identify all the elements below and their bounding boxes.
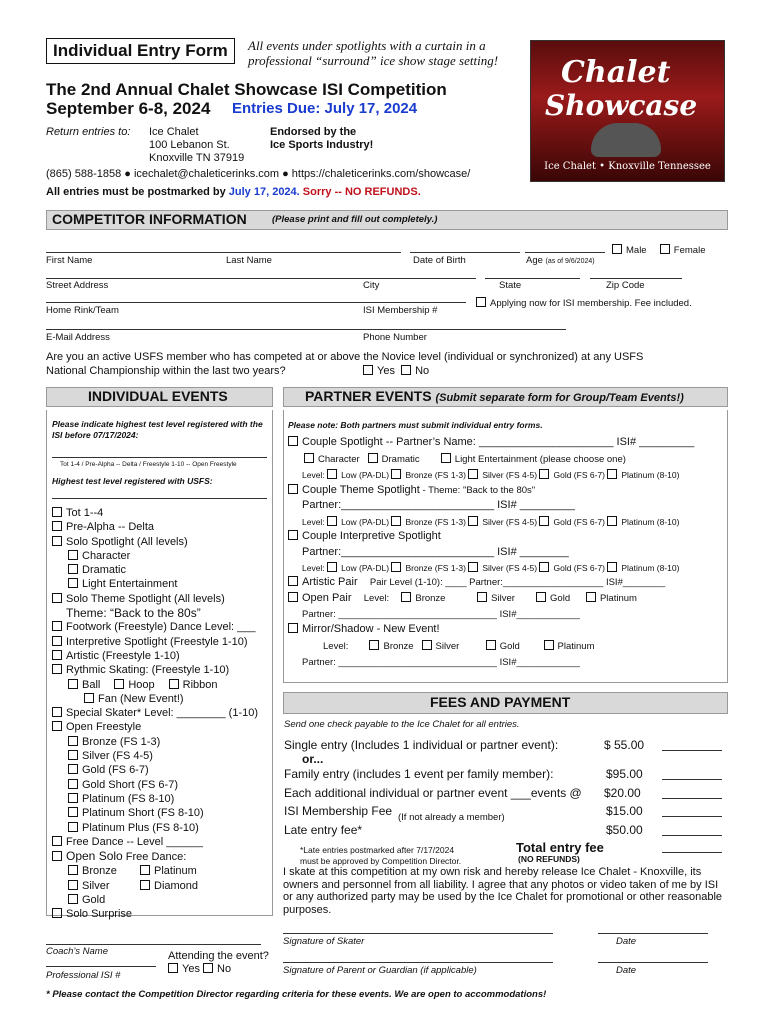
logo-line-2: Showcase [545,89,698,122]
fan-option: Fan (New Event!) [52,692,258,706]
mir-gold-checkbox[interactable] [486,640,496,650]
usfs-level-label: Highest test level registered with USFS: [52,476,213,486]
attend-yes-checkbox[interactable] [168,963,178,973]
level-checkbox[interactable] [539,516,549,526]
individual-events-list [52,506,258,922]
op-gold-checkbox[interactable] [536,592,546,602]
event-checkbox[interactable] [52,721,62,731]
fee-label-single: Single entry (Includes 1 individual or partner event): [284,738,559,752]
parent-date-label: Date [616,965,637,976]
usfs-question-1: Are you an active USFS member who has competed at or above the Novice level (individual or synchronized) at any USFS [46,351,644,363]
couple-theme-level: Level: Low (PA-DL) Bronze (FS 1-3) Silver (FS 4-5) Gold (FS 6-7) Platinum (8-10) [302,517,680,527]
first-name-label: First Name [46,255,93,266]
state-label: State [499,280,522,291]
fee-blank-late[interactable] [662,835,722,836]
event-checkbox[interactable] [68,550,78,560]
couple-spotlight: Couple Spotlight -- Partner’s Name: ______________________ ISI# _________ [288,436,694,448]
event-checkbox[interactable] [52,536,62,546]
usfs-question-2: National Championship within the last two years? [46,365,286,377]
individual-event-item: Artistic (Freestyle 1-10) [52,649,258,663]
op-bronze-checkbox[interactable] [401,592,411,602]
open-solo-options: Silver Diamond [52,879,258,893]
event-checkbox[interactable] [68,764,78,774]
individual-event-item: Character [52,549,258,563]
couple-spotlight-types: Character Dramatic Light Entertainment (please choose one) [304,453,626,465]
event-checkbox[interactable] [68,564,78,574]
gender-options: Male Female [612,244,705,256]
rythmic-checkbox[interactable] [169,679,179,689]
rythmic-checkbox[interactable] [68,679,78,689]
individual-event-item: Dramatic [52,563,258,577]
street-line[interactable] [46,278,476,279]
individual-event-item: Solo Theme Spotlight (All levels) [52,592,258,606]
name-line[interactable] [46,252,401,253]
partner-note: Please note: Both partners must submit individual entry forms. [288,420,543,430]
event-checkbox[interactable] [52,707,62,717]
state-line[interactable] [485,278,580,279]
couple-theme: Couple Theme Spotlight - Theme: "Back to the 80s" [288,484,535,496]
open-solo-level-checkbox[interactable] [68,865,78,875]
individual-event-item: Platinum Plus (FS 8-10) [52,821,258,835]
event-checkbox[interactable] [52,507,62,517]
skater-sig-label: Signature of Skater [283,936,365,947]
parent-sig-label: Signature of Parent or Guardian (if applicable) [283,965,477,976]
isi-label: ISI Membership # [363,305,438,316]
light-ent-checkbox[interactable] [441,453,451,463]
applying-checkbox[interactable] [476,297,486,307]
event-checkbox[interactable] [52,650,62,660]
female-checkbox[interactable] [660,244,670,254]
logo-caption: Ice Chalet • Knoxville Tennessee [544,161,711,172]
individual-event-item: Gold (FS 6-7) [52,763,258,777]
fee-blank-isi[interactable] [662,816,722,817]
male-checkbox[interactable] [612,244,622,254]
fee-label-late: Late entry fee* [284,823,363,837]
email-line[interactable] [46,329,566,330]
artistic-pair: Artistic Pair Pair Level (1-10): ____ Partner:___________________ ISI#________ [288,576,665,588]
mir-silver-checkbox[interactable] [422,640,432,650]
event-checkbox[interactable] [68,779,78,789]
character-checkbox[interactable] [304,453,314,463]
fee-label-family: Family entry (includes 1 event per family member): [284,767,554,781]
age-label: Age (as of 9/6/2024) [526,255,595,266]
masks-icon [591,123,661,157]
fee-price-late: $50.00 [606,823,643,837]
street-label: Street Address [46,280,109,291]
event-checkbox[interactable] [68,807,78,817]
postmark-line: All entries must be postmarked by July 17, 2024. Sorry -- NO REFUNDS. [46,186,421,198]
mir-bronze-checkbox[interactable] [369,640,379,650]
rink-label: Home Rink/Team [46,305,119,316]
fee-or: or... [302,752,324,766]
fee-price-single: $ 55.00 [604,738,645,752]
open-solo: Open Solo Free Dance: [52,849,258,864]
open-solo-level-checkbox[interactable] [68,880,78,890]
partner-heading: PARTNER EVENTS (Submit separate form for Group/Team Events!) [305,388,684,404]
individual-event-item: Interpretive Spotlight (Freestyle 1-10) [52,635,258,649]
logo-line-1: Chalet [561,55,671,90]
couple-spotlight-level: Level: Low (PA-DL) Bronze (FS 1-3) Silver (FS 4-5) Gold (FS 6-7) Platinum (8-10) [302,470,680,480]
endorsement: Endorsed by the Ice Sports Industry! [270,126,374,151]
op-platinum-checkbox[interactable] [586,592,596,602]
level-checkbox[interactable] [327,562,337,572]
theme-label: Theme: “Back to the 80s” [66,606,201,621]
coach-label: Coach's Name [46,946,109,957]
zip-line[interactable] [590,278,682,279]
form-label: Individual Entry Form [46,38,235,64]
individual-event-item: Platinum Short (FS 8-10) [52,806,258,820]
no-checkbox[interactable] [401,365,411,375]
couple-interpretive: Couple Interpretive Spotlight [288,530,441,542]
event-checkbox[interactable] [68,750,78,760]
attending-label: Attending the event? [168,950,269,962]
op-silver-checkbox[interactable] [477,592,487,602]
level-checkbox[interactable] [607,516,617,526]
fee-price-additional: $20.00 [604,786,641,800]
individual-event-item: Bronze (FS 1-3) [52,735,258,749]
event-checkbox[interactable] [52,521,62,531]
last-name-label: Last Name [226,255,272,266]
open-solo-options: Gold [52,893,258,907]
individual-event-item: Silver (FS 4-5) [52,749,258,763]
dob-line[interactable] [410,252,520,253]
applying-now: Applying now for ISI membership. Fee included. [476,297,692,309]
individual-event-item: Rythmic Skating: (Freestyle 1-10) [52,663,258,677]
age-line[interactable] [525,252,605,253]
entries-due: Entries Due: July 17, 2024 [232,100,418,117]
fees-note: Send one check payable to the Ice Chalet for all entries. [284,719,520,730]
event-checkbox[interactable] [68,736,78,746]
couple-interpretive-checkbox[interactable] [288,530,298,540]
open-solo-level-checkbox[interactable] [68,894,78,904]
individual-event-item: Special Skater* Level: ________ (1-10) [52,706,258,720]
fees-heading: FEES AND PAYMENT [430,694,571,710]
open-solo-options: Bronze Platinum [52,864,258,878]
waiver-text: I skate at this competition at my own risk and hereby release Ice Chalet - Knoxville, its owners and personnel from all liability. I agree that any photos or video taken of me by ISI or any authorized party may be used by the Ice Chalet for promotional or other reasonable purposes. [283,866,723,916]
mirror-shadow: Mirror/Shadow - New Event! [288,623,440,635]
fee-blank-family[interactable] [662,779,722,780]
open-pair-checkbox[interactable] [288,592,298,602]
skater-date-line[interactable] [598,933,708,934]
return-address: Ice Chalet 100 Lebanon St. Knoxville TN 37919 [149,126,245,164]
level-checkbox[interactable] [391,469,401,479]
open-solo-level-checkbox[interactable] [140,865,150,875]
individual-event-item: Pre-Alpha -- Delta [52,520,258,534]
event-checkbox[interactable] [52,664,62,674]
couple-theme-partner: Partner:_________________________ ISI# _________ [302,499,575,511]
couple-theme-checkbox[interactable] [288,484,298,494]
mirror-shadow-checkbox[interactable] [288,623,298,633]
attending-options: Yes No [168,963,231,975]
level-checkbox[interactable] [327,516,337,526]
yes-checkbox[interactable] [363,365,373,375]
competitor-heading: COMPETITOR INFORMATION [52,211,247,227]
rink-line[interactable] [46,302,466,303]
phone-label: Phone Number [363,332,427,343]
open-pair-partner: Partner: ______________________________ ISI#____________ [302,609,580,620]
couple-interpretive-partner: Partner:_________________________ ISI# ________ [302,546,569,558]
skater-date-label: Date [616,936,637,947]
event-checkbox[interactable] [68,822,78,832]
mir-platinum-checkbox[interactable] [544,640,554,650]
fan-checkbox[interactable] [84,693,94,703]
late-note-2: must be approved by Competition Director. [300,856,462,866]
dramatic-checkbox[interactable] [368,453,378,463]
level-list: Tot 1-4 / Pre-Alpha -- Delta / Freestyle 1-10 -- Open Freestyle [60,461,237,468]
event-checkbox[interactable] [68,578,78,588]
level-checkbox[interactable] [539,469,549,479]
event-checkbox[interactable] [68,793,78,803]
usfs-level-line[interactable] [52,498,267,499]
late-note-1: *Late entries postmarked after 7/17/2024 [300,845,455,855]
skater-sig-line[interactable] [283,933,553,934]
open-solo-level-checkbox[interactable] [140,880,150,890]
fee-not-member: (If not already a member) [398,812,505,823]
level-checkbox[interactable] [391,516,401,526]
parent-date-line[interactable] [598,962,708,963]
dob-label: Date of Birth [413,255,466,266]
fee-label-additional: Each additional individual or partner event ___events @ [284,786,582,800]
individual-event-item: Solo Surprise [52,907,258,921]
attend-no-checkbox[interactable] [203,963,213,973]
individual-heading: INDIVIDUAL EVENTS [88,388,228,404]
event-checkbox[interactable] [52,836,62,846]
competitor-note: (Please print and fill out completely.) [272,214,438,225]
level-checkbox[interactable] [607,562,617,572]
city-label: City [363,280,380,291]
open-pair: Open Pair Level: Bronze Silver Gold Platinum [288,592,637,604]
level-checkbox[interactable] [391,562,401,572]
isi-level-line[interactable] [52,457,267,458]
rythmic-options: Ball Hoop Ribbon [52,678,258,692]
individual-event-item: Footwork (Freestyle) Dance Level: ___ [52,620,258,634]
event-checkbox[interactable] [52,593,62,603]
tagline: All events under spotlights with a curtain in a professional “surround” ice show stage setting! [248,38,499,68]
mirror-levels: Level: Bronze Silver Gold Platinum [323,641,595,652]
fee-price-family: $95.00 [606,767,643,781]
level-checkbox[interactable] [468,469,478,479]
event-checkbox[interactable] [52,636,62,646]
email-label: E-Mail Address [46,332,110,343]
event-checkbox[interactable] [52,908,62,918]
level-checkbox[interactable] [607,469,617,479]
no-refunds: (NO REFUNDS) [518,854,580,864]
level-checkbox[interactable] [539,562,549,572]
individual-event-item: Platinum (FS 8-10) [52,792,258,806]
individual-event-item: Free Dance -- Level ______ [52,835,258,849]
couple-interpretive-level: Level: Low (PA-DL) Bronze (FS 1-3) Silver (FS 4-5) Gold (FS 6-7) Platinum (8-10) [302,563,680,573]
page-title: The 2nd Annual Chalet Showcase ISI Competition [46,80,447,99]
usfs-answer: Yes No [363,365,429,377]
individual-event-item: Open Freestyle [52,720,258,734]
pro-line[interactable] [46,966,156,967]
fee-label-isi: ISI Membership Fee [284,804,393,818]
fee-price-isi: $15.00 [606,804,643,818]
zip-label: Zip Code [606,280,645,291]
total-fee-label: Total entry fee [516,840,604,855]
individual-event-item: Gold Short (FS 6-7) [52,778,258,792]
individual-note: Please indicate highest test level registered with the ISI before 07/17/2024: [52,419,263,440]
individual-event-item: Light Entertainment [52,577,258,591]
level-checkbox[interactable] [468,562,478,572]
pro-label: Professional ISI # [46,970,121,981]
total-blank[interactable] [662,852,722,853]
fee-blank-additional[interactable] [662,798,722,799]
couple-spotlight-checkbox[interactable] [288,436,298,446]
mirror-partner: Partner: ______________________________ ISI#____________ [302,657,580,668]
individual-event-item: Tot 1--4 [52,506,258,520]
fee-blank-single[interactable] [662,750,722,751]
event-checkbox[interactable] [52,621,62,631]
level-checkbox[interactable] [468,516,478,526]
return-label: Return entries to: [46,126,131,138]
coach-line[interactable] [46,944,261,945]
contact-line: (865) 588-1858 ● icechalet@chaleticerinks.com ● https://chaleticerinks.com/showcase/ [46,168,471,180]
level-checkbox[interactable] [327,469,337,479]
artistic-pair-checkbox[interactable] [288,576,298,586]
event-dates: September 6-8, 2024 [46,99,211,118]
showcase-logo [530,40,725,182]
rythmic-checkbox[interactable] [114,679,124,689]
parent-sig-line[interactable] [283,962,553,963]
individual-event-item: Solo Spotlight (All levels) [52,535,258,549]
open-solo-checkbox[interactable] [52,851,62,861]
contact-note: * Please contact the Competition Director regarding criteria for these events. We are open to accommodations! [46,989,547,1000]
